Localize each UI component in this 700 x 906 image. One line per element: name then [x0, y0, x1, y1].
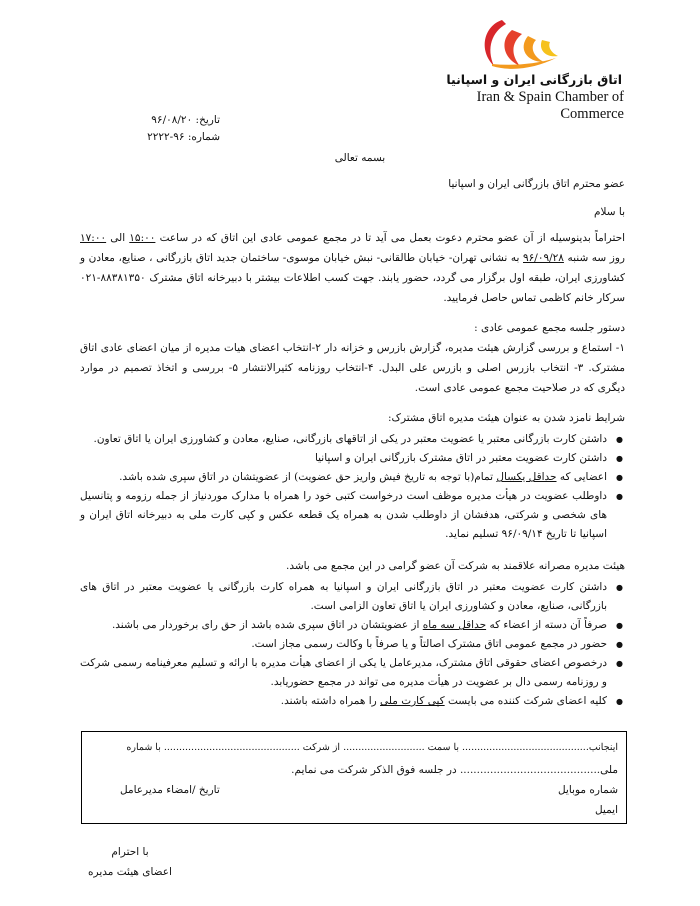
form-line-phone — [92, 784, 618, 796]
greeting: با سلام — [593, 206, 625, 218]
list-item: ● داوطلب عضویت در هیأت مدیره موظف است درخواست کتبی خود را همراه با مدارک موردنیاز از جمله رزومه و پتانسیل های شخصی و شرکتی، هدفشان از داوطلب شدن به همراه یک قطعه عکس و کپی کارت ملی به دبیرخانه اتاق ایران و اسپانیا تا تاریخ ۹۶/۰۹/۱۴ تسلیم نماید. — [80, 487, 625, 544]
agenda-heading: دستور جلسه مجمع عمومی عادی : — [474, 322, 625, 334]
form-line-national-id: ملی.......................................... در جلسه فوق الذکر شرکت می نمایم. — [291, 764, 618, 776]
attendance-intro: هیئت مدیره مصرانه علاقمند به شرکت آن عضو گرامی در این مجمع می باشد. — [286, 560, 625, 572]
list-item: ● حضور در مجمع عمومی اتاق مشترک اصالتاً و یا صرفاً با وکالت رسمی مجاز است. — [80, 635, 625, 654]
attendance-list — [80, 578, 625, 711]
letter-number: شماره: ۹۶-۲۲۲۲ — [147, 131, 220, 143]
list-item: ● داشتن کارت بازرگانی معتبر یا عضویت معتبر در یکی از اتاقهای بازرگانی، صنایع، معادن و کشاورزی ایران یا اتاق تعاون. — [80, 430, 625, 449]
letter-date: تاریخ: ۹۶/۰۸/۲۰ — [151, 114, 220, 126]
list-item: ● اعضایی که حداقل یکسال تمام(با توجه به تاریخ فیش واریز حق عضویت) از عضویتشان در اتاق سپری شده باشد. — [80, 468, 625, 487]
signature-label: تاریخ /امضاء مدیرعامل — [120, 784, 220, 796]
conditions-list — [80, 430, 625, 544]
chamber-logo-icon — [472, 14, 562, 72]
conditions-heading: شرایط نامزد شدن به عنوان هیئت مدیره اتاق مشترک: — [388, 412, 625, 424]
closing-signatory: اعضای هیئت مدیره — [88, 866, 172, 878]
list-item: ● کلیه اعضای شرکت کننده می بایست کپی کارت ملی را همراه داشته باشند. — [80, 692, 625, 711]
basmala: بسمه تعالی — [334, 152, 386, 164]
invitation-paragraph: احتراماً بدینوسیله از آن عضو محترم دعوت بعمل می آید تا در مجمع عمومی عادی این اتاق که در ساعت ۱۵:۰۰ الی ۱۷:۰۰ روز سه شنبه ۹۶/۰۹/۲۸ به نشانی تهران- خیابان طالقانی- نبش خیابان موسوی- ساختمان جدید اتاق بازرگانی ، صنایع، معادن و کشاورزی ایران، طبقه اول برگزار می گردد، حضور یابند. جهت کسب اطلاعات بیشتر با دبیرخانه اتاق مشترک ۸۸۳۸۱۳۵۰-۰۲۱ سرکار خانم کاظمی تماس حاصل فرمایید. — [80, 232, 626, 304]
attendance-form-box — [81, 731, 627, 824]
meeting-start-time: ۱۵:۰۰ — [129, 232, 156, 244]
agenda-text: ۱- استماع و بررسی گزارش هیئت مدیره، گزارش بازرس و خزانه دار ۲-انتخاب اعضای هیات مدیره از میان اعضای عادی اتاق مشترک. ۳- انتخاب بازرس اصلی و بازرس علی البدل. ۴-انتخاب روزنامه کثیرالانتشار ۵- بررسی و اتخاذ تصمیم در موارد دیگری که در صلاحیت مجمع عمومی عادی است. — [80, 342, 626, 394]
form-line-name: اینجانب.......................................... با سمت ........................... از شرکت ............................................. با شماره — [126, 742, 618, 753]
addressee: عضو محترم اتاق بازرگانی ایران و اسپانیا — [448, 178, 625, 190]
closing-regards: با احترام — [111, 846, 149, 858]
org-name-fa: اتاق بازرگانی ایران و اسپانیا — [446, 72, 622, 87]
email-label: ایمیل — [594, 804, 618, 816]
meeting-end-time: ۱۷:۰۰ — [80, 232, 107, 244]
list-item: ● داشتن کارت عضویت معتبر در اتاق بازرگانی ایران و اسپانیا به همراه کارت بازرگانی یا عضویت معتبر در اتاق های بازرگانی، صنایع، معادن و کشاورزی ایران یا اتاق تعاون الزامی است. — [80, 578, 625, 616]
org-name-en: Iran & Spain Chamber of Commerce — [476, 89, 624, 122]
list-item: ● داشتن کارت عضویت معتبر در اتاق مشترک بازرگانی ایران و اسپانیا — [80, 449, 625, 468]
list-item: ● صرفاً آن دسته از اعضاء که حداقل سه ماه از عضویتشان در اتاق سپری شده باشد از حق رای برخوردار می باشند. — [80, 616, 625, 635]
phone-label: شماره موبایل — [557, 784, 618, 796]
meeting-date: ۹۶/۰۹/۲۸ — [523, 252, 564, 264]
list-item: ● درخصوص اعضای حقوقی اتاق مشترک، مدیرعامل یا یکی از اعضای هیأت مدیره با ارائه و تسلیم معرفینامه رسمی شرکت و روزنامه رسمی دال بر عضویت در هیأت مدیره می تواند در مجمع حضوریابد. — [80, 654, 625, 692]
